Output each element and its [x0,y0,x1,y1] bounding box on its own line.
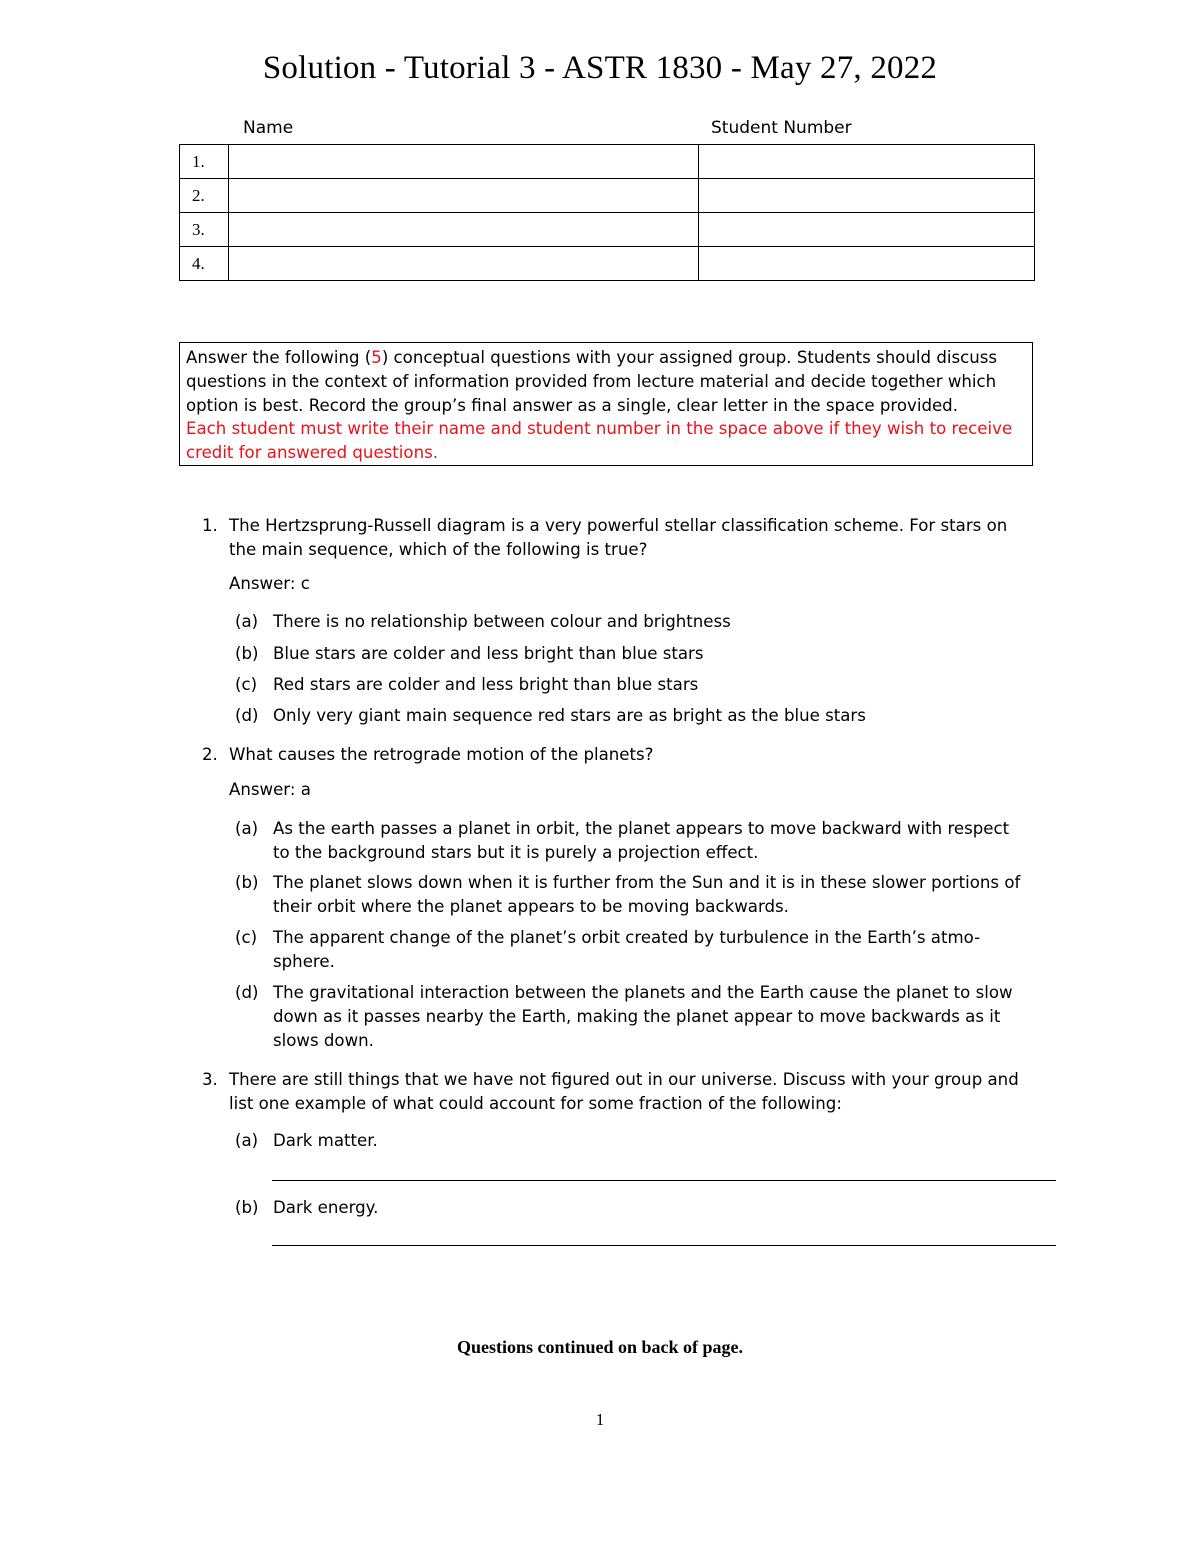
question-text: There are still things that we have not figured out in our universe. Discuss with your group and list one example of what could account for some fraction of the following: [229,1070,1019,1113]
option-text: There is no relationship between colour and brightness [273,612,731,631]
question-count: 5 [371,348,382,367]
credit-warning: Each student must write their name and student number in the space above if they wish to receive credit for answered questions. [186,419,1013,463]
option-text: Only very giant main sequence red stars are as bright as the blue stars [273,706,866,725]
name-field[interactable] [229,145,699,179]
row-number: 3. [180,213,229,247]
option-text: As the earth passes a planet in orbit, the planet appears to move backward with respect to the background stars but it is purely a projection effect. [273,819,1010,862]
option-text: Dark matter. [273,1131,378,1150]
option-label: (a) [235,819,259,838]
dark-matter-answer-line[interactable] [272,1180,1056,1181]
page-title: Solution - Tutorial 3 - ASTR 1830 - May 27, 2022 [262,50,938,86]
option-label: (a) [235,612,259,631]
instructions-text-cont: ) conceptual questions with your assigned group. Students should discuss questions in the context of information provided from lecture material and decide together which option is best. Record the group’s final answer as a single, clear letter in the space provided. [186,348,998,415]
option-text: The gravitational interaction between the planets and the Earth cause the planet to slow down as it passes nearby the Earth, making the planet appear to move backwards as it slows down. [273,983,1013,1050]
table-row [180,179,1035,213]
name-field[interactable] [229,213,699,247]
option-text: Red stars are colder and less bright than blue stars [273,675,699,694]
row-number: 2. [180,179,229,213]
student-number-field[interactable] [699,247,1035,281]
option-text: Blue stars are colder and less bright than blue stars [273,644,704,663]
instructions-text: Answer the following ( [186,348,372,367]
student-number-column-header: Student Number [711,118,852,138]
student-roster-table [179,144,1035,281]
option-text: The planet slows down when it is further from the Sun and it is in these slower portions of their orbit where the planet appears to be moving backwards. [273,873,1021,916]
page-number: 1 [595,1410,605,1429]
option-label: (d) [235,706,259,725]
answer-text: Answer: c [229,574,310,593]
question-number: 2. [202,745,218,764]
row-number: 1. [180,145,229,179]
name-column-header: Name [243,118,294,138]
question-text: What causes the retrograde motion of the planets? [229,745,654,764]
question-number: 1. [202,516,218,535]
question-number: 3. [202,1070,218,1089]
option-label: (a) [235,1131,259,1150]
student-number-field[interactable] [699,145,1035,179]
option-text: The apparent change of the planet’s orbit created by turbulence in the Earth’s atmo-sphere. [273,928,981,971]
option-label: (c) [235,928,258,947]
option-label: (b) [235,873,259,892]
student-number-field[interactable] [699,179,1035,213]
student-number-field[interactable] [699,213,1035,247]
name-field[interactable] [229,179,699,213]
answer-text: Answer: a [229,780,311,799]
option-label: (b) [235,644,259,663]
row-number: 4. [180,247,229,281]
dark-energy-answer-line[interactable] [272,1245,1056,1246]
question-text: The Hertzsprung-Russell diagram is a very powerful stellar classification scheme. For stars on the main sequence, which of the following is true? [229,516,1008,559]
option-label: (d) [235,983,259,1002]
continued-note: Questions continued on back of page. [456,1337,744,1357]
table-row [180,247,1035,281]
option-label: (c) [235,675,258,694]
table-row [180,145,1035,179]
instructions-box [179,342,1033,466]
option-label: (b) [235,1198,259,1217]
table-row [180,213,1035,247]
option-text: Dark energy. [273,1198,379,1217]
name-field[interactable] [229,247,699,281]
